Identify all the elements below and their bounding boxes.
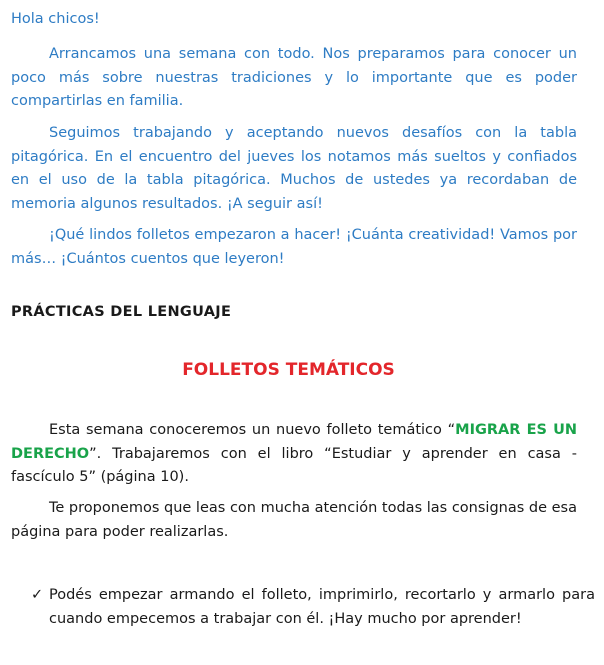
intro-paragraph-1: Arrancamos una semana con todo. Nos preparamos para conocer un poco más sobre nuestras tradiciones y lo importante que es poder compartirlas en familia. (11, 46, 577, 109)
highlight-migrar: MIGRAR ES UN DERECHO (11, 422, 577, 462)
section-heading: PRÁCTICAS DEL LENGUAJE (11, 304, 232, 320)
page-title: FOLLETOS TEMÁTICOS (182, 360, 395, 380)
body-paragraph-1-start: Esta semana conoceremos un nuevo folleto temático “ (49, 422, 456, 438)
intro-paragraph-2: Seguimos trabajando y aceptando nuevos desafíos con la tabla pitagórica. En el encuentro del jueves los notamos más sueltos y confiados en el uso de la tabla pitagórica. Muchos de ustedes ya recordaban de memoria algunos resultados. ¡A seguir así! (11, 125, 577, 212)
body-paragraph-1 (11, 419, 577, 490)
body-paragraph-2: Te proponemos que leas con mucha atención todas las consignas de esa página para poder realizarlas. (11, 500, 577, 540)
greeting: Hola chicos! (11, 11, 100, 27)
intro-paragraph-3: ¡Qué lindos folletos empezaron a hacer! ¡Cuánta creatividad! Vamos por más… ¡Cuántos cuentos que leyeron! (11, 227, 577, 267)
checklist-item (31, 584, 595, 631)
checklist-item-text: Podés empezar armando el folleto, imprimirlo, recortarlo y armarlo para cuando empecemos a trabajar con él. ¡Hay mucho por aprender! (49, 587, 595, 627)
checkmark-icon: ✓ (31, 587, 44, 603)
body-paragraph-1-end: ”. Trabajaremos con el libro “Estudiar y aprender en casa - fascículo 5” (página 10). (11, 445, 577, 485)
